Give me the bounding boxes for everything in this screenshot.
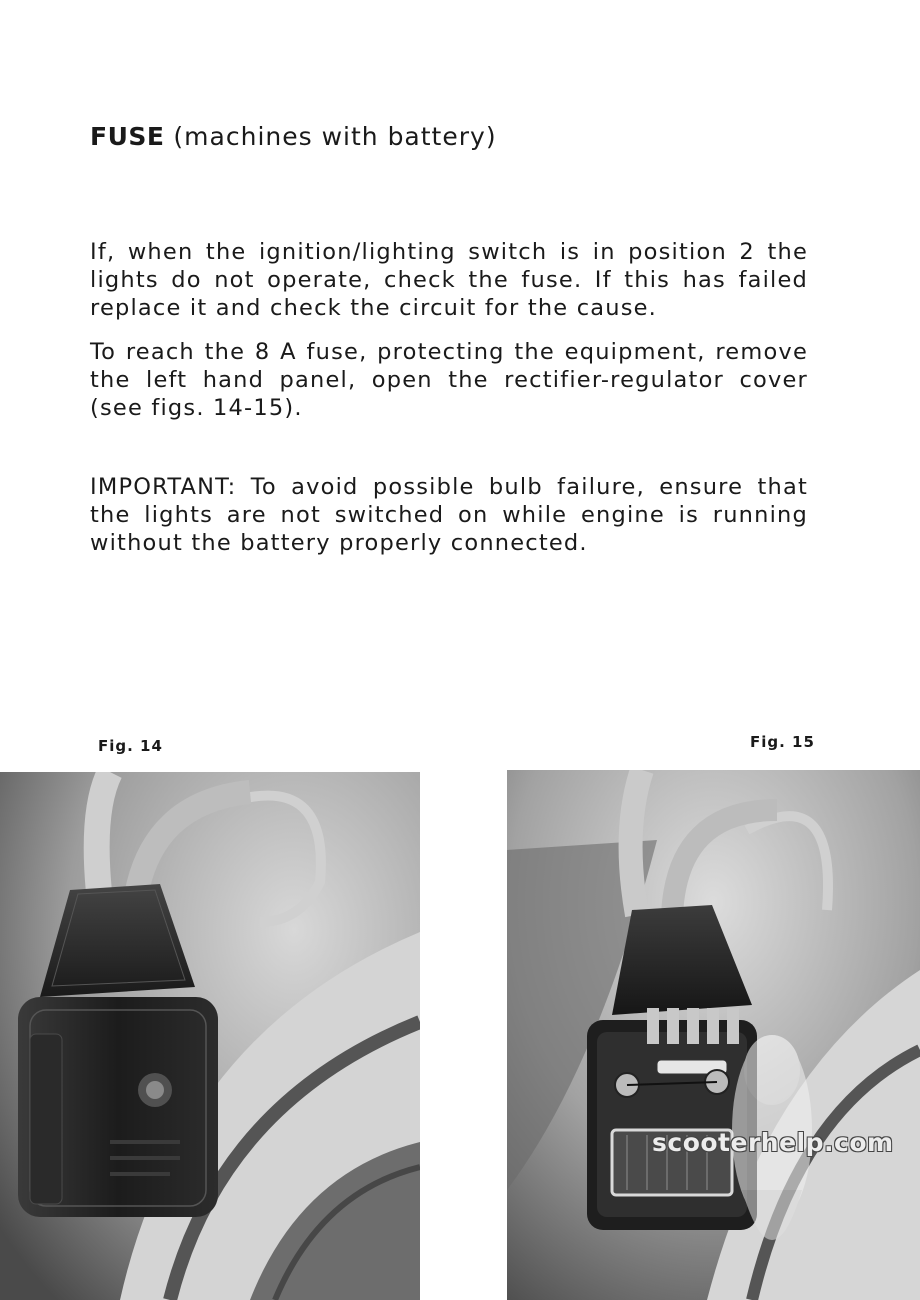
paragraph-fuse-check: If, when the ignition/lighting switch is in position 2 the lights do not operate, check the fuse. If this has failed replace it and check the circuit for the cause. (90, 239, 808, 321)
paragraph-fuse-location: To reach the 8 A fuse, protecting the equipment, remove the left hand panel, open the rectifier-regulator cover (see figs. 14-15). (90, 339, 808, 421)
figure-15-photo (507, 770, 920, 1300)
paragraph-important-note: IMPORTANT: To avoid possible bulb failure, ensure that the lights are not switched on while engine is running without the battery properly connected. (90, 474, 808, 556)
heading-subtitle: (machines with battery) (173, 122, 497, 151)
figure-14-photo (0, 772, 420, 1300)
watermark-logo-text: scooterhelp.com (652, 1128, 894, 1157)
section-heading (90, 122, 497, 151)
figure-15-caption: Fig. 15 (750, 733, 815, 751)
heading-bold: FUSE (90, 122, 165, 151)
figure-14-caption: Fig. 14 (98, 737, 163, 755)
